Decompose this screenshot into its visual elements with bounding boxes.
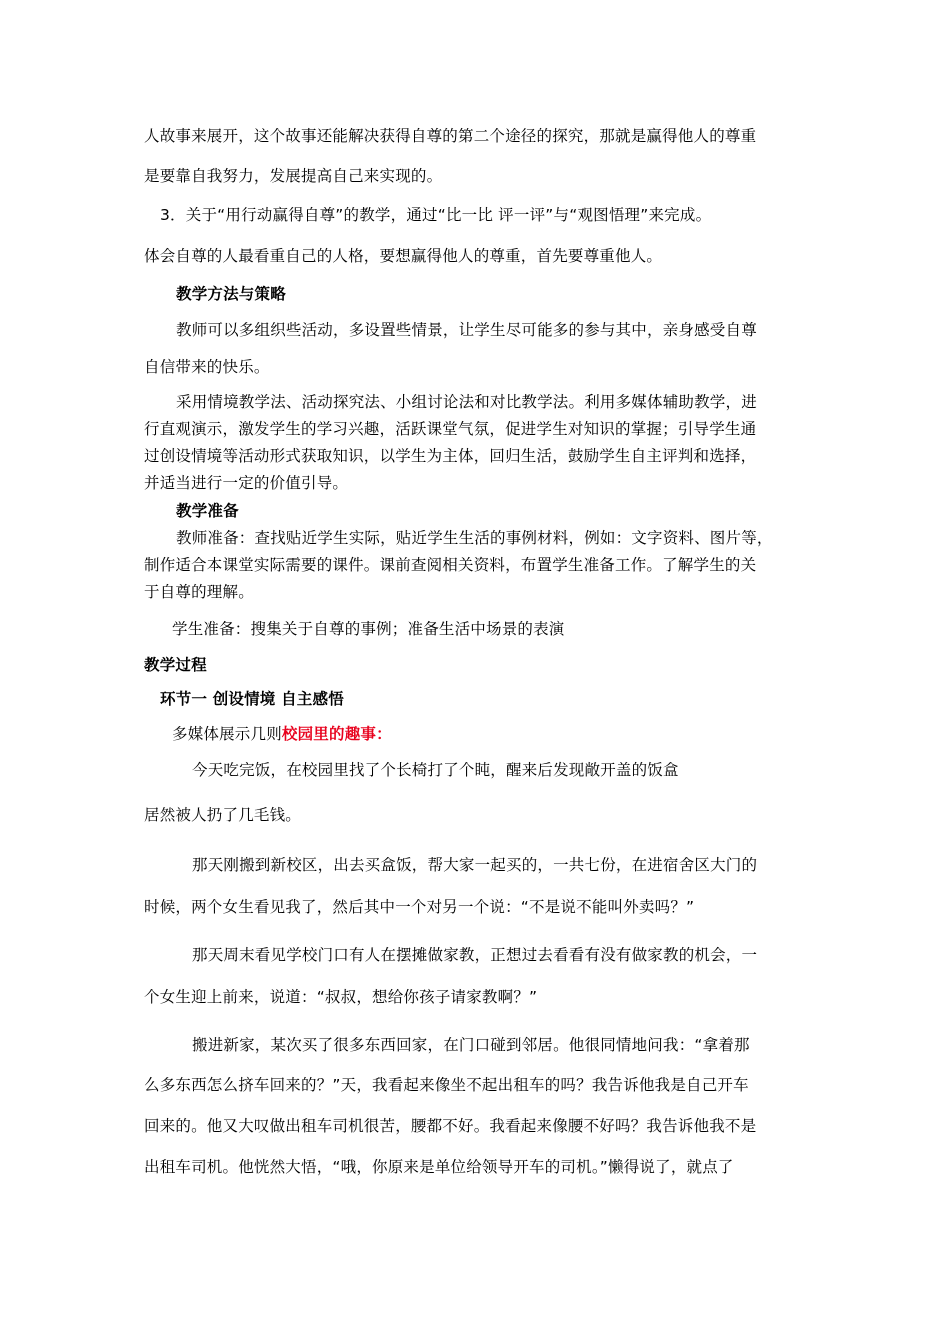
story-line: 出租车司机。他恍然大悟，“哦，你原来是单位给领导开车的司机。”懒得说了，就点了 xyxy=(144,1158,734,1176)
paragraph-line: 采用情境教学法、活动探究法、小组讨论法和对比教学法。利用多媒体辅助教学，进 xyxy=(176,393,757,411)
story-line: 么多东西怎么挤车回来的？”天，我看起来像坐不起出租车的吗？我告诉他我是自己开车 xyxy=(144,1076,749,1094)
story-line: 回来的。他又大叹做出租车司机很苦，腰都不好。我看起来像腰不好吗？我告诉他我不是 xyxy=(144,1117,757,1135)
list-item-3: 3．关于“用行动赢得自尊”的教学，通过“比一比 评一评”与“观图悟理”来完成。 xyxy=(160,206,712,224)
highlight-text: 校园里的趣事： xyxy=(281,725,392,743)
paragraph-line: 体会自尊的人最看重自己的人格，要想赢得他人的尊重，首先要尊重他人。 xyxy=(144,247,663,265)
story-line: 那天刚搬到新校区，出去买盒饭，帮大家一起买的，一共七份，在进宿舍区大门的 xyxy=(192,856,758,874)
intro-text: 多媒体展示几则 xyxy=(172,725,282,743)
section-heading-process: 教学过程 xyxy=(144,656,207,674)
story-line: 搬进新家，某次买了很多东西回家，在门口碰到邻居。他很同情地问我：“拿着那 xyxy=(192,1036,750,1054)
story-line: 个女生迎上前来，说道：“叔叔，想给你孩子请家教啊？” xyxy=(144,988,538,1006)
paragraph-line: 于自尊的理解。 xyxy=(144,583,254,601)
subsection-heading: 环节一 创设情境 自主感悟 xyxy=(160,690,344,708)
section-heading-methods: 教学方法与策略 xyxy=(176,285,286,303)
story-line: 今天吃完饭，在校园里找了个长椅打了个盹，醒来后发现敞开盖的饭盒 xyxy=(192,761,679,779)
paragraph-line: 人故事来展开，这个故事还能解决获得自尊的第二个途径的探究，那就是赢得他人的尊重 xyxy=(144,127,757,145)
story-line: 那天周末看见学校门口有人在摆摊做家教，正想过去看看有没有做家教的机会，一 xyxy=(192,946,758,964)
paragraph-line: 过创设情境等活动形式获取知识，以学生为主体，回归生活，鼓励学生自主评判和选择， xyxy=(144,447,757,465)
paragraph-line: 学生准备：搜集关于自尊的事例；准备生活中场景的表演 xyxy=(172,620,565,638)
paragraph-line: 自信带来的快乐。 xyxy=(144,358,270,376)
paragraph-line: 是要靠自我努力，发展提高自己来实现的。 xyxy=(144,167,443,185)
paragraph-line: 并适当进行一定的价值引导。 xyxy=(144,474,349,492)
paragraph-line: 教师准备：查找贴近学生实际，贴近学生生活的事例材料，例如：文字资料、图片等， xyxy=(176,529,773,547)
story-line: 时候，两个女生看见我了，然后其中一个对另一个说：“不是说不能叫外卖吗？” xyxy=(144,898,695,916)
paragraph-line xyxy=(172,724,392,744)
paragraph-line: 制作适合本课堂实际需要的课件。课前查阅相关资料，布置学生准备工作。了解学生的关 xyxy=(144,556,757,574)
paragraph-line: 行直观演示，激发学生的学习兴趣，活跃课堂气氛，促进学生对知识的掌握；引导学生通 xyxy=(144,420,757,438)
section-heading-preparation: 教学准备 xyxy=(176,502,239,520)
paragraph-line: 教师可以多组织些活动，多设置些情景，让学生尽可能多的参与其中，亲身感受自尊 xyxy=(176,321,757,339)
story-line: 居然被人扔了几毛钱。 xyxy=(144,806,302,824)
